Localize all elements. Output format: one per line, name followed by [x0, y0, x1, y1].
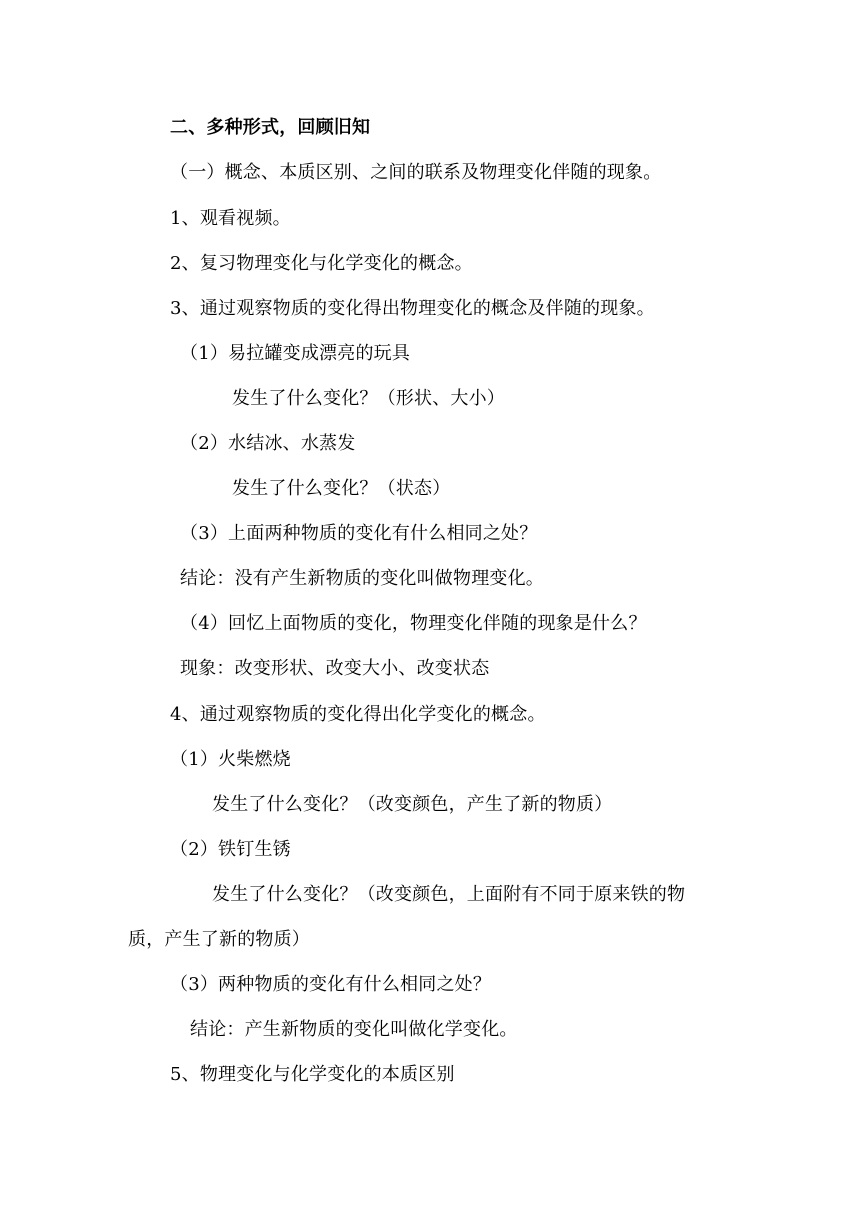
list-item: 4、通过观察物质的变化得出化学变化的概念。 — [170, 704, 546, 725]
list-item: 3、通过观察物质的变化得出物理变化的概念及伴随的现象。 — [170, 298, 655, 319]
sub-list-item: （4）回忆上面物质的变化，物理变化伴随的现象是什么？ — [180, 613, 647, 634]
question-text: 发生了什么变化？（改变颜色，产生了新的物质） — [212, 794, 613, 815]
question-text-continuation: 质，产生了新的物质） — [128, 929, 310, 950]
phenomenon-text: 现象：改变形状、改变大小、改变状态 — [180, 658, 490, 679]
conclusion-text: 结论：产生新物质的变化叫做化学变化。 — [190, 1019, 518, 1040]
sub-list-item: （1）火柴燃烧 — [170, 749, 291, 770]
subsection-title: （一）概念、本质区别、之间的联系及物理变化伴随的现象。 — [170, 162, 662, 183]
list-item: 2、复习物理变化与化学变化的概念。 — [170, 253, 473, 274]
sub-list-item: （3）两种物质的变化有什么相同之处？ — [170, 974, 492, 995]
sub-list-item: （1）易拉罐变成漂亮的玩具 — [180, 343, 411, 364]
list-item: 1、观看视频。 — [170, 208, 291, 229]
section-heading: 二、多种形式，回顾旧知 — [170, 117, 371, 138]
sub-list-item: （2）水结冰、水蒸发 — [180, 433, 356, 454]
sub-list-item: （3）上面两种物质的变化有什么相同之处？ — [180, 523, 538, 544]
sub-list-item: （2）铁钉生锈 — [170, 839, 291, 860]
question-text: 发生了什么变化？（状态） — [232, 478, 451, 499]
conclusion-text: 结论：没有产生新物质的变化叫做物理变化。 — [180, 568, 544, 589]
question-text: 发生了什么变化？（改变颜色，上面附有不同于原来铁的物 — [212, 884, 686, 905]
question-text: 发生了什么变化？（形状、大小） — [232, 388, 505, 409]
list-item: 5、物理变化与化学变化的本质区别 — [170, 1064, 455, 1085]
